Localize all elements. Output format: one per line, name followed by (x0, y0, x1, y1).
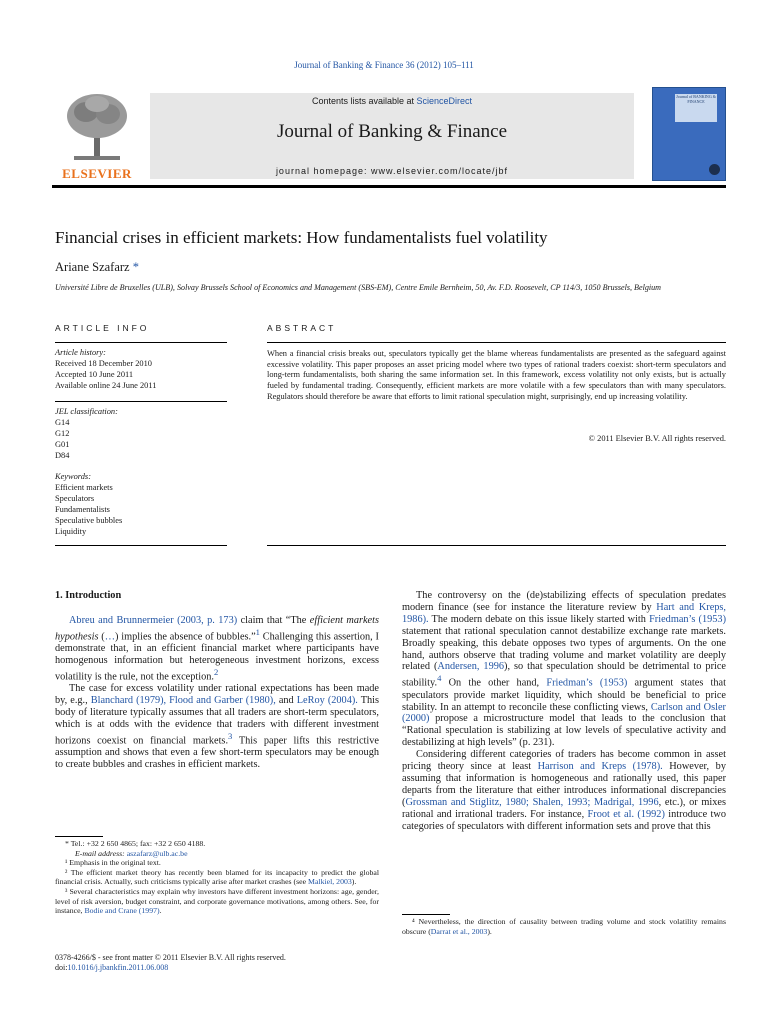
footnote-3 (55, 887, 379, 916)
footnote-email (55, 849, 379, 859)
text-run: Considering different categories of traders has become common in asset pricing theory since at least (402, 749, 726, 773)
contents-prefix: Contents lists available at (311, 96, 417, 106)
citation-link[interactable]: Froot et al. (1992) (587, 808, 665, 820)
elsevier-logo[interactable] (52, 92, 142, 182)
cover-emblem-icon (709, 164, 720, 175)
citation-link[interactable]: Abreu and Brunnermeier (2003, p. 173) (69, 614, 238, 626)
footnote-1: ¹ Emphasis in the original text. (65, 858, 161, 868)
citation-link[interactable]: Friedman’s (1953) (546, 677, 628, 689)
jel-label: JEL classification: (55, 407, 118, 416)
elsevier-tree-icon (64, 92, 130, 164)
citation-link[interactable]: Carlson and Osler (2000) (402, 701, 726, 725)
contents-line (150, 96, 634, 106)
section-heading: 1. Introduction (55, 590, 122, 601)
footnote-star: * Tel.: +32 2 650 4865; fax: +32 2 650 4188. (65, 839, 206, 848)
footnote-rule (55, 836, 103, 837)
text-run: The case for excess volatility under rational expectations has been made by, e.g., (55, 683, 379, 707)
issn-doi (55, 953, 385, 973)
journal-header (150, 93, 634, 179)
text-run: and (275, 695, 297, 707)
citation-link[interactable]: LeRoy (2004). (296, 695, 358, 707)
doi-line (55, 963, 385, 973)
text-run: . (159, 906, 162, 916)
citation-link[interactable]: Friedman’s (1953) (649, 613, 726, 625)
text-run: This paper lifts this restrictive assumption and shows that even a few short-term speculators may be enough to create bubbles and crashes in efficient markets. (55, 735, 379, 771)
abstract-text: When a financial crisis breaks out, speculators typically get the blame whereas fundamentalists are presented as the safeguard against excessive volatility. This paper proposes an asset pricing model where two types of rational traders coexist: short-term speculators and long-term fundamentalists, both sharing the same information set. In this framework, excess volatility not only exists, but is actually fueled by fundamental trading. Consequently, efficient markets are more volatile with a few speculators than with many speculators. Regulators should therefore be aware that efforts to limit rational speculation might, surprisingly, end up increasing volatility. (267, 349, 726, 401)
history-received: Received 18 December 2010 (55, 359, 152, 368)
footnote-rule (402, 914, 450, 915)
sciencedirect-link[interactable]: ScienceDirect (416, 96, 473, 106)
history-online: Available online 24 June 2011 (55, 381, 157, 390)
ellipsis-link[interactable]: … (104, 631, 116, 643)
right-column (402, 590, 726, 833)
issn-line: 0378-4266/$ - see front matter © 2011 Elsevier B.V. All rights reserved. (55, 953, 286, 962)
citation-link[interactable]: Bodie and Crane (1997) (84, 906, 160, 916)
text-run: ⁴ Nevertheless, the direction of causality between trading volume and stock volatility remains obscure ( (402, 917, 726, 936)
text-run: E-mail address: (75, 848, 127, 858)
abstract-heading: ABSTRACT (267, 323, 337, 333)
history-accepted: Accepted 10 June 2011 (55, 370, 134, 379)
footnote-ref[interactable]: 1 (255, 626, 260, 637)
keyword: Liquidity (55, 527, 87, 536)
publisher-name: ELSEVIER (62, 166, 132, 181)
text-run: statement that rational speculation cannot destabilize exchange rate markets. Broadly speaking, this debate opposes two types of arguments. On the one hand, authors observe that trading volume and market volatility are deeply related ( (402, 625, 726, 673)
text-run: ³ Several characteristics may explain why investors have different investment horizons: age, gender, level of risk aversion, budget constraint, and corporate governance motivations, among others. See, for instance, (55, 886, 379, 916)
author-name: Ariane Szafarz (55, 260, 130, 274)
left-column (55, 590, 379, 771)
text-run: ² The efficient market theory has recently been blamed for its incapacity to predict the global financial crisis. Actually, such criticisms typically arise after market crashes (see (55, 867, 379, 887)
text-run: ), so that speculation should be detrimental to price stability. (402, 661, 727, 689)
citation-link[interactable]: Harrison and Kreps (1978). (537, 761, 663, 773)
text-run: claim that “The (237, 614, 310, 626)
author-line (55, 260, 139, 275)
jel-code: G14 (55, 418, 70, 427)
keyword: Fundamentalists (55, 505, 110, 514)
doi-link[interactable]: 10.1016/j.jbankfin.2011.06.008 (67, 963, 169, 972)
paragraph (402, 590, 726, 749)
text-run: The modern debate on this issue likely started with (428, 613, 650, 625)
keyword: Speculative bubbles (55, 516, 123, 525)
history-rule (55, 401, 227, 402)
citation-link[interactable]: Grossman and Stiglitz, 1980; Shalen, 1993; Madrigal, 1996 (405, 796, 659, 808)
footnote-2 (55, 868, 379, 887)
journal-reference[interactable]: Journal of Banking & Finance 36 (2012) 105–111 (294, 60, 474, 70)
history-label: Article history: (55, 348, 106, 357)
article-info-rule (55, 342, 227, 343)
footnote-ref[interactable]: 2 (214, 666, 219, 677)
footnotes-left (55, 839, 379, 916)
citation-link[interactable]: Andersen, 1996 (437, 661, 505, 673)
keywords-label: Keywords: (55, 472, 91, 481)
email-link[interactable]: aszafarz@ulb.ac.be (126, 848, 188, 858)
text-run: ) implies the absence of bubbles.” (115, 631, 256, 643)
text-run: However, by assuming that information is homogeneous and rationally used, this paper departs from the literature that either introduces informational discrepancies ( (402, 761, 726, 808)
text-run: ( (98, 631, 105, 643)
citation-link[interactable]: Malkiel, 2003 (308, 877, 352, 887)
footnote-4 (402, 917, 726, 936)
text-run: On the other hand, (441, 677, 547, 689)
jel-code: D84 (55, 451, 70, 460)
footnote-4-text (402, 917, 726, 936)
affiliation: Université Libre de Bruxelles (ULB), Solvay Brussels School of Economics and Management (SBS-EM), Centre Emile Bernheim, 50, Av. F.D. Roosevelt, CP 114/3, 1050 Brussels, Belgium (55, 283, 662, 292)
text-run: efficient markets hypothesis (55, 614, 379, 643)
paragraph (55, 615, 379, 683)
keyword: Speculators (55, 494, 95, 503)
article-history (55, 347, 227, 391)
abstract-bottom-rule (267, 545, 726, 546)
citation-link[interactable]: Hart and Kreps, 1986). (402, 601, 726, 625)
text-run: ). (487, 926, 492, 936)
journal-cover[interactable] (652, 87, 726, 181)
journal-title: Journal of Banking & Finance (276, 121, 508, 142)
text-run: introduce two categories of speculators with different information sets and prove that this (402, 808, 726, 832)
text-run: propose a microstructure model that leads to the conclusion that “Rational speculation is stabilizing at low levels of speculative activity and destabilizing at high levels” (p. 231). (402, 713, 726, 749)
jel-code: G01 (55, 440, 70, 449)
paragraph (402, 749, 726, 832)
keywords (55, 471, 227, 537)
citation-link[interactable]: Darrat et al., 2003 (430, 926, 488, 936)
abstract-copyright: © 2011 Elsevier B.V. All rights reserved. (588, 434, 726, 443)
text-run: This body of literature typically assumes that all traders are short-term speculators, which is at odds with the evidence that traders with different investment horizons coexist on financial markets. (55, 695, 380, 747)
jel-code: G12 (55, 429, 70, 438)
header-rule (52, 185, 726, 188)
article-info-heading: ARTICLE INFO (55, 323, 150, 333)
text-run: argument states that speculators provide market liquidity, which should be beneficial to price stability. In an attempt to reconcile these conflicting views, (402, 677, 726, 713)
paragraph (55, 683, 379, 771)
text-run: , etc.), or mixes rational and irrational traders. For instance, (402, 796, 726, 820)
abstract-rule (267, 342, 726, 343)
text-run: Challenging this assertion, I demonstrate that, in an efficient financial market where participants have homogenous information but heterogeneous investment horizons, excess volatility is the rule, not the exception. (55, 631, 379, 683)
paper-title: Financial crises in efficient markets: How fundamentalists fuel volatility (55, 228, 548, 247)
article-info-bottom-rule (55, 545, 227, 546)
text-run: ). (351, 877, 357, 887)
keyword: Efficient markets (55, 483, 113, 492)
author-footnote-mark[interactable]: * (132, 260, 139, 274)
journal-homepage[interactable]: journal homepage: www.elsevier.com/locate/jbf (275, 166, 509, 176)
cover-title: Journal of BANKING & FINANCE (675, 94, 717, 122)
jel-classification (55, 406, 227, 461)
doi-prefix: doi: (55, 963, 68, 972)
text-run: The controversy on the (de)stabilizing effects of speculation predates modern finance (see for instance the literature review by (402, 590, 726, 613)
citation-link[interactable]: Blanchard (1979), Flood and Garber (1980), (90, 695, 276, 707)
footnote-ref[interactable]: 3 (228, 730, 233, 741)
footnote-ref[interactable]: 4 (437, 673, 442, 684)
